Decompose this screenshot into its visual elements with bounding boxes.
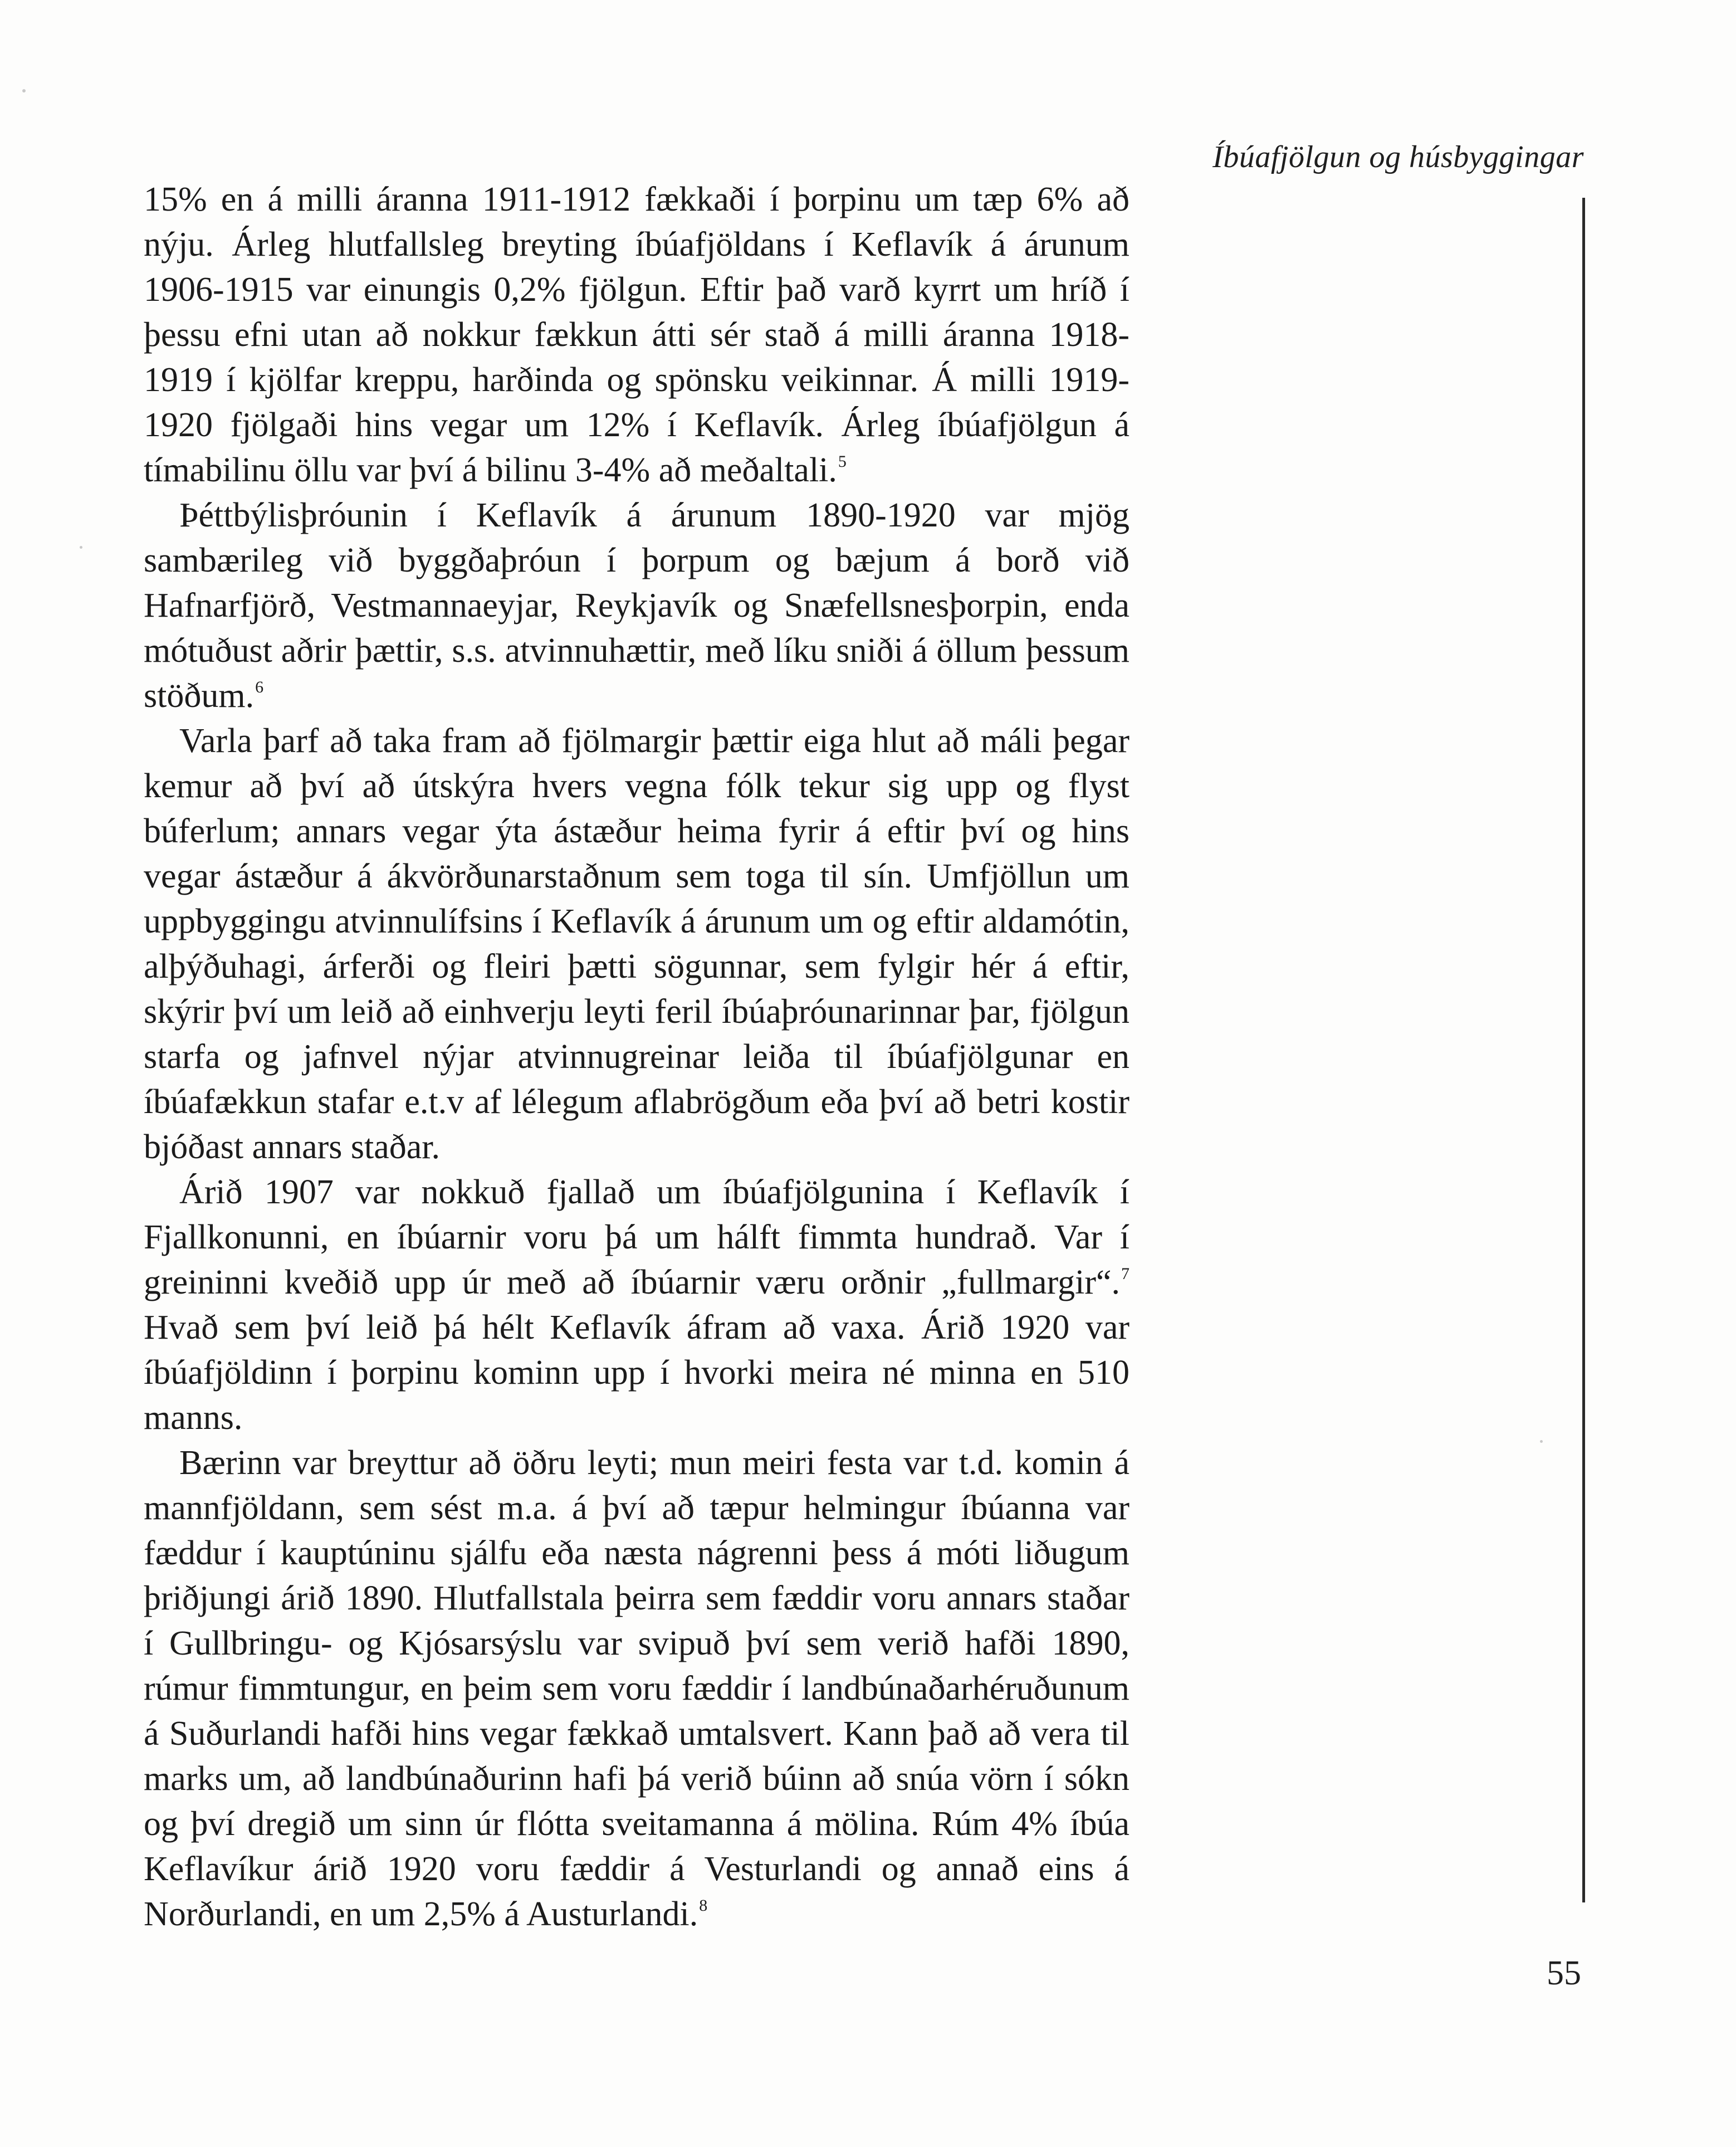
paragraph-1 <box>144 177 1129 493</box>
margin-rule <box>1582 198 1585 1902</box>
paragraph-4 <box>144 1170 1129 1441</box>
scan-speck <box>80 546 82 549</box>
scan-speck <box>22 89 26 92</box>
body-text <box>144 177 1129 1937</box>
paragraph-text: Árið 1907 var nokkuð fjallað um íbúafjölgunina í Keflavík í Fjallkonunni, en íbúarnir voru þá um hálft fimmta hundrað. Var í greininni kveðið upp úr með að íbúarnir væru orðnir „fullmargir“. <box>144 1173 1129 1301</box>
running-header: Íbúafjölgun og húsbyggingar <box>1212 140 1584 174</box>
paragraph-2 <box>144 493 1129 719</box>
footnote-marker: 8 <box>699 1896 708 1915</box>
paragraph-text: 15% en á milli áranna 1911-1912 fækkaði í þorpinu um tæp 6% að nýju. Árleg hlutfallsleg breyting íbúafjöldans í Keflavík á árunum 1906-1915 var einungis 0,2% fjölgun. Eftir það varð kyrrt um hríð í þessu efni utan að nokkur fækkun átti sér stað á milli áranna 1918-1919 í kjölfar kreppu, harðinda og spönsku veikinnar. Á milli 1919-1920 fjölgaði hins vegar um 12% í Keflavík. Árleg íbúafjölgun á tímabilinu öllu var því á bilinu 3-4% að meðaltali. <box>144 180 1129 489</box>
footnote-marker: 7 <box>1121 1265 1129 1283</box>
scan-speck <box>1540 1440 1543 1443</box>
paragraph-text: Hvað sem því leið þá hélt Keflavík áfram að vaxa. Árið 1920 var íbúafjöldinn í þorpinu kominn upp í hvorki meira né minna en 510 manns. <box>144 1309 1129 1437</box>
footnote-marker: 5 <box>838 452 847 471</box>
paragraph-text: Varla þarf að taka fram að fjölmargir þættir eiga hlut að máli þegar kemur að því að útskýra hvers vegna fólk tekur sig upp og flyst búferlum; annars vegar ýta ástæður heima fyrir á eftir því og hins vegar ástæður á ákvörðunarstaðnum sem toga til sín. Umfjöllun um uppbyggingu atvinnulífsins í Keflavík á árunum um og eftir aldamótin, alþýðuhagi, árferði og fleiri þætti sögunnar, sem fylgir hér á eftir, skýrir því um leið að einhverju leyti feril íbúaþróunarinnar þar, fjölgun starfa og jafnvel nýjar atvinnugreinar leiða til íbúafjölgunar en íbúafækkun stafar e.t.v af lélegum aflabrögðum eða því að betri kostir bjóðast annars staðar. <box>144 722 1129 1166</box>
paragraph-5 <box>144 1441 1129 1937</box>
paragraph-3 <box>144 719 1129 1170</box>
paragraph-text: Þéttbýlisþróunin í Keflavík á árunum 1890-1920 var mjög sambærileg við byggðaþróun í þorpum og bæjum á borð við Hafnarfjörð, Vestmannaeyjar, Reykjavík og Snæfellsnesþorpin, enda mótuðust aðrir þættir, s.s. atvinnuhættir, með líku sniði á öllum þessum stöðum. <box>144 496 1129 715</box>
paragraph-text: Bærinn var breyttur að öðru leyti; mun meiri festa var t.d. komin á mannfjöldann, sem sést m.a. á því að tæpur helmingur íbúanna var fæddur í kauptúninu sjálfu eða næsta nágrenni þess á móti liðugum þriðjungi árið 1890. Hlutfallstala þeirra sem fæddir voru annars staðar í Gullbringu- og Kjósarsýslu var svipuð því sem verið hafði 1890, rúmur fimmtungur, en þeim sem voru fæddir í landbúnaðarhéruðunum á Suðurlandi hafði hins vegar fækkað umtalsvert. Kann það að vera til marks um, að landbúnaðurinn hafi þá verið búinn að snúa vörn í sókn og því dregið um sinn úr flótta sveitamanna á mölina. Rúm 4% íbúa Keflavíkur árið 1920 voru fæddir á Vesturlandi og annað eins á Norðurlandi, en um 2,5% á Austurlandi. <box>144 1444 1129 1933</box>
page-number: 55 <box>1547 1954 1581 1992</box>
footnote-marker: 6 <box>255 678 264 696</box>
